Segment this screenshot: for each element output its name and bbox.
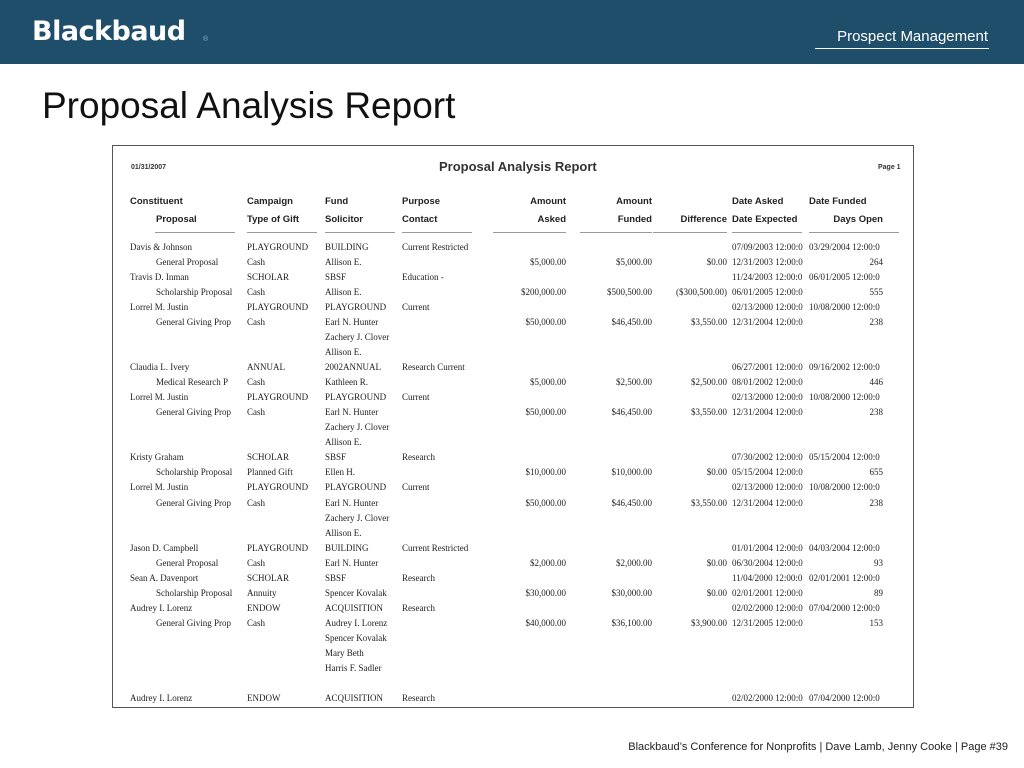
report-cell: Current: [402, 482, 430, 493]
report-cell: $2,500.00: [691, 377, 727, 388]
report-cell: Earl N. Hunter: [325, 557, 379, 568]
report-cell: Spencer Kovalak: [325, 632, 387, 643]
report-cell: 02/01/2001 12:00:0: [809, 572, 880, 583]
report-cell: Research Current: [402, 362, 465, 373]
registered-mark: ®: [203, 36, 209, 43]
report-title: Proposal Analysis Report: [439, 159, 597, 174]
headers-row1-cell: Purpose: [402, 196, 441, 207]
report-cell: 238: [869, 497, 883, 508]
headers-row1-cell: Campaign: [247, 196, 293, 207]
headers-row2-cell: Difference: [680, 214, 727, 225]
report-cell: General Giving Prop: [156, 407, 231, 418]
report-cell: Cash: [247, 557, 265, 568]
report-cell: 06/01/2005 12:00:0: [809, 272, 880, 283]
report-cell: PLAYGROUND: [247, 242, 309, 252]
report-cell: ENDOW: [247, 602, 281, 613]
headers-row2-cell: Proposal: [156, 214, 197, 225]
report-cell: Audrey I. Lorenz: [130, 692, 193, 703]
report-cell: 11/04/2000 12:00:0: [732, 572, 803, 583]
headers-row2-cell: Contact: [402, 214, 438, 225]
report-cell: Zachery J. Clover: [325, 512, 390, 523]
report-cell: Research: [402, 602, 435, 613]
report-cell: Current: [402, 302, 430, 313]
headers-row1-cell: Date Asked: [732, 196, 784, 207]
report-cell: 238: [869, 407, 883, 418]
report-cell: 05/15/2004 12:00:0: [809, 452, 880, 463]
report-cell: SBSF: [325, 272, 347, 283]
report-cell: Current: [402, 392, 430, 403]
report-cell: 10/08/2000 12:00:0: [809, 392, 880, 403]
report-cell: Allison E.: [325, 257, 362, 268]
report-cell: Cash: [247, 377, 265, 388]
report-cell: $500,500.00: [607, 287, 652, 298]
report-cell: 09/16/2002 12:00:0: [809, 362, 880, 373]
footer-text: Blackbaud’s Conference for Nonprofits | Dave Lamb, Jenny Cooke | Page #39: [628, 741, 1008, 753]
report-cell: 10/08/2000 12:00:0: [809, 482, 880, 493]
header-underline: [580, 232, 652, 233]
report-cell: PLAYGROUND: [247, 542, 309, 553]
report-cell: SCHOLAR: [247, 572, 290, 583]
header-underline: [653, 232, 727, 233]
report-cell: Research: [402, 572, 435, 583]
headers-row1-cell: Date Funded: [809, 196, 867, 207]
report-cell: Allison E.: [325, 437, 362, 448]
brand-logo: Blackbaud: [32, 16, 186, 47]
report-cell: 06/30/2004 12:00:0: [732, 557, 803, 568]
report-cell: 07/30/2002 12:00:0: [732, 452, 803, 463]
headers-row2-cell: Solicitor: [325, 214, 364, 225]
report-cell: $3,550.00: [691, 407, 727, 418]
report-cell: 10/08/2000 12:00:0: [809, 302, 880, 313]
report-cell: Cash: [247, 317, 265, 328]
report-cell: 02/01/2001 12:00:0: [732, 587, 803, 598]
report-cell: Earl N. Hunter: [325, 497, 379, 508]
report-cell: Cash: [247, 407, 265, 418]
report-cell: PLAYGROUND: [325, 302, 387, 313]
report-cell: 12/31/2005 12:00:0: [732, 617, 803, 628]
report-cell: 05/15/2004 12:00:0: [732, 467, 803, 478]
report-cell: 655: [869, 467, 883, 478]
report-cell: $46,450.00: [611, 497, 652, 508]
report-cell: Cash: [247, 257, 265, 268]
report-cell: $3,900.00: [691, 617, 727, 628]
headers-row1-cell: Constituent: [130, 196, 183, 207]
report-cell: PLAYGROUND: [247, 392, 309, 403]
report-cell: $0.00: [706, 257, 727, 268]
report-cell: Allison E.: [325, 527, 362, 538]
report-cell: Allison E.: [325, 287, 362, 298]
report-cell: 04/03/2004 12:00:0: [809, 542, 880, 553]
report-cell: 93: [874, 557, 883, 568]
headers-row1-cell: Amount: [616, 196, 652, 207]
report-cell: 12/31/2004 12:00:0: [732, 317, 803, 328]
report-cell: $3,550.00: [691, 497, 727, 508]
report-cell: BUILDING: [325, 542, 369, 553]
report-cell: Lorrel M. Justin: [130, 302, 189, 313]
report-cell: Lorrel M. Justin: [130, 392, 189, 403]
report-cell: Davis & Johnson: [130, 242, 193, 252]
report-cell: $10,000.00: [525, 467, 566, 478]
header-underline: [325, 232, 395, 233]
report-cell: ($300,500.00): [676, 287, 727, 298]
report-cell: Sean A. Davenport: [130, 572, 199, 583]
report-cell: PLAYGROUND: [247, 482, 309, 493]
report-cell: $5,000.00: [616, 257, 652, 268]
report-cell: 02/13/2000 12:00:0: [732, 392, 803, 403]
report-cell: Cash: [247, 287, 265, 298]
report-cell: Earl N. Hunter: [325, 317, 379, 328]
report-cell: PLAYGROUND: [325, 392, 387, 403]
header-underline: [402, 232, 472, 233]
report-cell: Audrey I. Lorenz: [130, 602, 193, 613]
header-underline: [809, 232, 899, 233]
header-underline: [155, 232, 235, 233]
report-cell: Scholarship Proposal: [156, 467, 233, 478]
report-cell: SCHOLAR: [247, 452, 290, 463]
report-cell: $3,550.00: [691, 317, 727, 328]
report-cell: $50,000.00: [525, 317, 566, 328]
report-cell: 02/13/2000 12:00:0: [732, 302, 803, 313]
report-cell: 03/29/2004 12:00:0: [809, 242, 880, 252]
report-cell: 02/02/2000 12:00:0: [732, 692, 803, 703]
report-cell: General Proposal: [156, 257, 219, 268]
report-page-number: Page 1: [878, 164, 901, 171]
report-cell: $50,000.00: [525, 497, 566, 508]
report-cell: 06/27/2001 12:00:0: [732, 362, 803, 373]
report-cell: General Proposal: [156, 557, 219, 568]
report-cell: General Giving Prop: [156, 317, 231, 328]
report-cell: ENDOW: [247, 692, 281, 703]
report-cell: Education -: [402, 272, 444, 283]
report-cell: Harris F. Sadler: [325, 662, 382, 673]
report-cell: Cash: [247, 617, 265, 628]
report-cell: $50,000.00: [525, 407, 566, 418]
report-cell: 06/01/2005 12:00:0: [732, 287, 803, 298]
report-cell: Claudia L. Ivery: [130, 362, 190, 373]
report-cell: 12/31/2003 12:00:0: [732, 257, 803, 268]
report-cell: Scholarship Proposal: [156, 587, 233, 598]
report-cell: BUILDING: [325, 242, 369, 252]
headers-row1-cell: Amount: [530, 196, 566, 207]
report-cell: Kathleen R.: [325, 377, 368, 388]
report-cell: $0.00: [706, 557, 727, 568]
header-underline: [493, 232, 566, 233]
report-date: 01/31/2007: [131, 164, 167, 171]
section-underline: [815, 48, 989, 49]
report-cell: Scholarship Proposal: [156, 287, 233, 298]
report-cell: Kristy Graham: [130, 452, 184, 463]
report-cell: Current Restricted: [402, 242, 469, 252]
report-cell: $10,000.00: [611, 467, 652, 478]
report-cell: $2,000.00: [616, 557, 652, 568]
report-cell: Mary Beth: [325, 647, 364, 658]
report-cell: $200,000.00: [521, 287, 566, 298]
report-cell: $0.00: [706, 467, 727, 478]
report-cell: PLAYGROUND: [325, 482, 387, 493]
report-cell: 238: [869, 317, 883, 328]
report-cell: 07/04/2000 12:00:0: [809, 692, 880, 703]
report-cell: Allison E.: [325, 347, 362, 358]
report-cell: Spencer Kovalak: [325, 587, 387, 598]
report-cell: $30,000.00: [611, 587, 652, 598]
headers-row2-cell: Type of Gift: [247, 214, 300, 225]
report-cell: Planned Gift: [247, 467, 293, 478]
report-cell: 08/01/2002 12:00:0: [732, 377, 803, 388]
report-cell: Medical Research P: [156, 377, 228, 388]
report-cell: Annuity: [247, 587, 277, 598]
report-cell: Travis D. Inman: [130, 272, 189, 283]
report-cell: 2002ANNUAL: [325, 362, 381, 373]
report-cell: Research: [402, 452, 435, 463]
report-cell: Research: [402, 692, 435, 703]
report-cell: $2,500.00: [616, 377, 652, 388]
report-cell: ANNUAL: [247, 362, 285, 373]
report-cell: General Giving Prop: [156, 497, 231, 508]
report-cell: ACQUISITION: [325, 692, 383, 703]
headers-row2-cell: Funded: [617, 214, 652, 225]
report-cell: Jason D. Campbell: [130, 542, 199, 553]
report-cell: $0.00: [706, 587, 727, 598]
headers-row2-cell: Days Open: [833, 214, 883, 225]
report-cell: $2,000.00: [530, 557, 566, 568]
report-cell: Audrey I. Lorenz: [325, 617, 388, 628]
report-cell: Cash: [247, 497, 265, 508]
report-cell: ACQUISITION: [325, 602, 383, 613]
report-cell: Earl N. Hunter: [325, 407, 379, 418]
report-cell: 01/01/2004 12:00:0: [732, 542, 803, 553]
report-cell: $5,000.00: [530, 377, 566, 388]
report-cell: 264: [869, 257, 883, 268]
report-cell: Current Restricted: [402, 542, 469, 553]
report-cell: General Giving Prop: [156, 617, 231, 628]
report-cell: 11/24/2003 12:00:0: [732, 272, 803, 283]
report-cell: Zachery J. Clover: [325, 422, 390, 433]
headers-row1-cell: Fund: [325, 196, 349, 207]
report-cell: $40,000.00: [525, 617, 566, 628]
section-label: Prospect Management: [837, 28, 988, 45]
report-cell: 89: [874, 587, 883, 598]
report-cell: SBSF: [325, 572, 347, 583]
report-cell: Ellen H.: [325, 467, 355, 478]
report-cell: 12/31/2004 12:00:0: [732, 407, 803, 418]
report-image: [112, 145, 914, 708]
report-cell: 555: [869, 287, 883, 298]
headers-row2-cell: Date Expected: [732, 214, 798, 225]
report-cell: 446: [869, 377, 883, 388]
top-banner: [0, 0, 1024, 64]
report-cell: $46,450.00: [611, 317, 652, 328]
report-cell: 12/31/2004 12:00:0: [732, 497, 803, 508]
report-cell: 02/02/2000 12:00:0: [732, 602, 803, 613]
report-cell: 153: [869, 617, 883, 628]
header-underline: [732, 232, 802, 233]
report-cell: Zachery J. Clover: [325, 332, 390, 343]
report-cell: 07/04/2000 12:00:0: [809, 602, 880, 613]
report-cell: $46,450.00: [611, 407, 652, 418]
report-cell: Lorrel M. Justin: [130, 482, 189, 493]
headers-row2-cell: Asked: [537, 214, 566, 225]
slide-title: Proposal Analysis Report: [42, 85, 456, 126]
report-cell: $30,000.00: [525, 587, 566, 598]
report-cell: 02/13/2000 12:00:0: [732, 482, 803, 493]
report-cell: SCHOLAR: [247, 272, 290, 283]
report-cell: $5,000.00: [530, 257, 566, 268]
header-underline: [247, 232, 317, 233]
report-cell: 07/09/2003 12:00:0: [732, 242, 803, 252]
report-cell: $36,100.00: [611, 617, 652, 628]
report-cell: PLAYGROUND: [247, 302, 309, 313]
report-cell: SBSF: [325, 452, 347, 463]
